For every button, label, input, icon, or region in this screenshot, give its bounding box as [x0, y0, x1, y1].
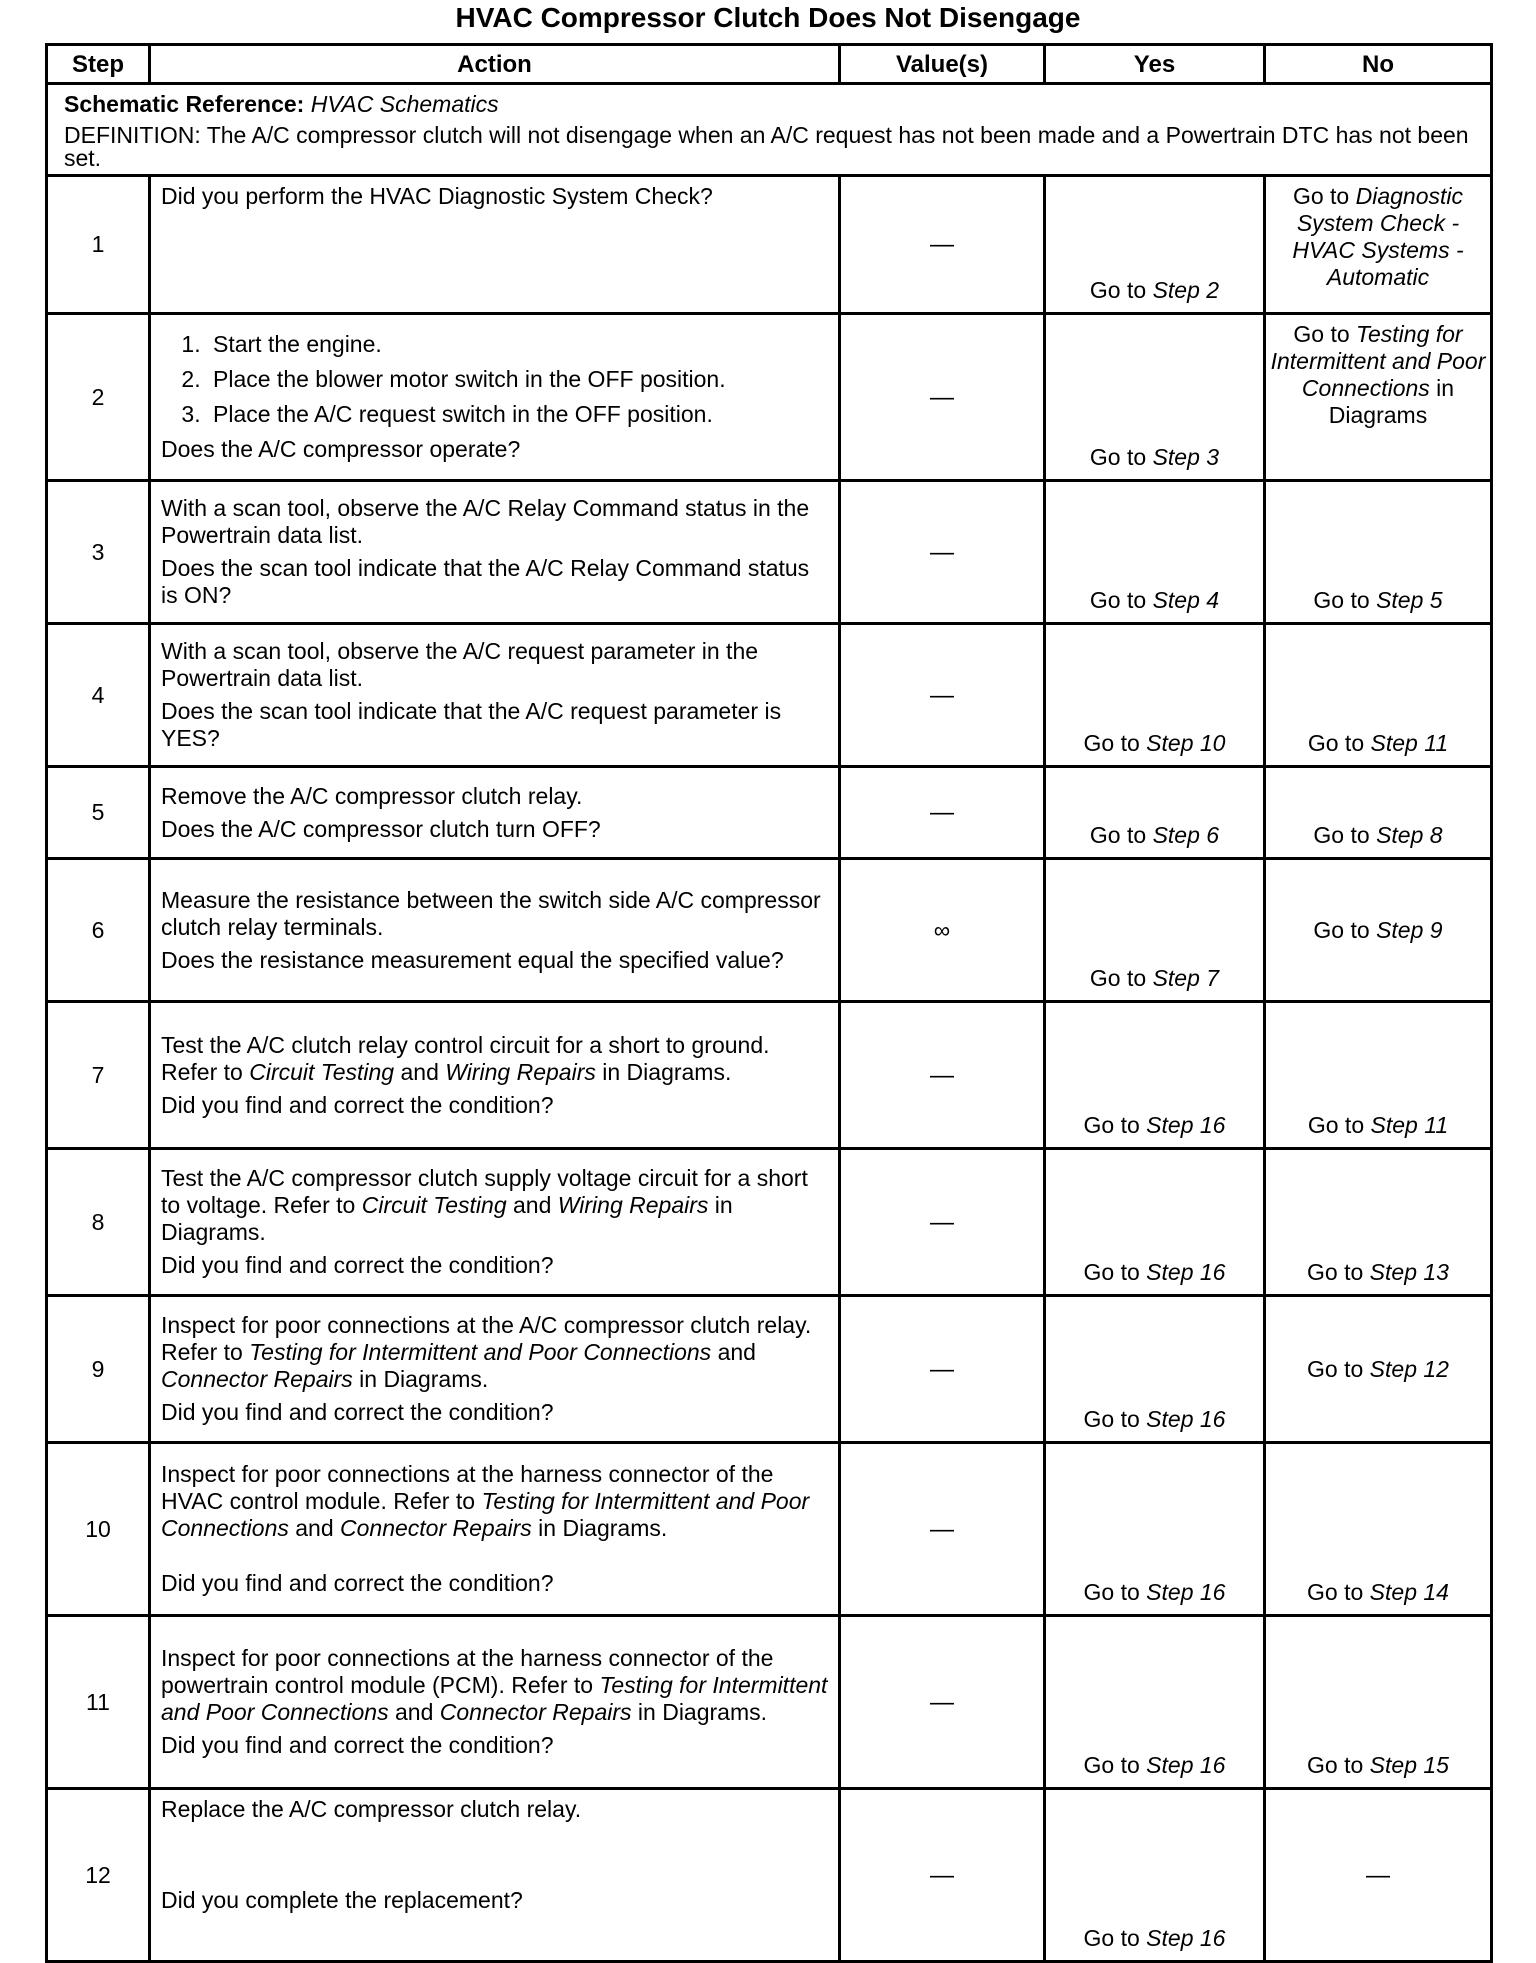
step-target: 12: [1423, 1355, 1449, 1382]
goto-text: Go to: [1307, 1579, 1364, 1605]
value-text: —: [930, 538, 954, 566]
step-number: 7: [47, 1002, 150, 1149]
step-number: 3: [47, 481, 150, 624]
reference-row: [47, 84, 1492, 176]
action-cell: [150, 1149, 840, 1296]
goto-text: Go to: [1307, 730, 1365, 756]
no-cell: [1265, 481, 1492, 624]
doc-link[interactable]: Connector Repairs: [161, 1366, 353, 1392]
step-target: 16: [1199, 1579, 1226, 1605]
yes-cell: [1045, 1296, 1265, 1443]
action-cell: [150, 481, 840, 624]
step-word: Step: [1152, 822, 1200, 848]
no-cell: [1265, 767, 1492, 859]
question-text: Did you find and correct the condition?: [161, 1091, 554, 1118]
question-text: Did you find and correct the condition?: [161, 1399, 554, 1425]
goto-text: Go to: [1313, 822, 1370, 848]
value-text: —: [930, 1861, 954, 1889]
goto-text: Go to: [1293, 321, 1350, 347]
value-text: —: [930, 1515, 954, 1543]
value-text: —: [930, 681, 954, 709]
doc-link[interactable]: Diagnostic System Check - HVAC Systems - Automatic: [1292, 183, 1464, 290]
step-number: 9: [47, 1296, 150, 1443]
schematic-label: Schematic Reference:: [64, 91, 305, 117]
action-text: Remove the A/C compressor clutch relay.: [161, 782, 583, 809]
doc-link[interactable]: Wiring Repairs: [445, 1058, 596, 1085]
value-cell: [840, 1443, 1045, 1616]
table-row: [47, 1789, 1492, 1962]
goto-text: Go to: [1083, 1579, 1140, 1605]
step-word: Step: [1152, 444, 1200, 470]
doc-link[interactable]: Testing for Intermittent and Poor Connections: [1270, 321, 1486, 401]
header-row: [47, 45, 1492, 84]
step-link[interactable]: [1153, 277, 1220, 303]
in-word: in: [1436, 375, 1455, 401]
step-word: Step: [1376, 822, 1424, 848]
goto-text: Go to: [1313, 916, 1370, 943]
goto-text: Go to: [1083, 1752, 1140, 1778]
step-word: Step: [1146, 1259, 1194, 1285]
goto-text: Go to: [1089, 444, 1147, 470]
list-item: 3. Place the A/C request switch in the OFF position.: [207, 401, 832, 428]
yes-cell: [1045, 1149, 1265, 1296]
table-row: [47, 1443, 1492, 1616]
yes-cell: [1045, 176, 1265, 314]
yes-cell: [1045, 1443, 1265, 1616]
step-link[interactable]: [1153, 965, 1220, 991]
step-target: 15: [1423, 1752, 1449, 1778]
procedure-list: [161, 331, 832, 428]
doc-link[interactable]: Connector Repairs: [340, 1515, 532, 1541]
no-cell: [1265, 176, 1492, 314]
step-word: Step: [1369, 1259, 1417, 1285]
yes-cell: [1045, 314, 1265, 481]
table-row: [47, 767, 1492, 859]
step-target: 5: [1429, 587, 1443, 613]
action-text: Inspect for poor connections at the harness connector of the powertrain control module (PCM). Refer to Testing for Intermittent and Poor Connections and Connector Repairs in Diagrams.: [161, 1645, 828, 1725]
yes-cell: [1045, 1789, 1265, 1962]
header-values: Value(s): [840, 45, 1045, 84]
step-word: Step: [1369, 1752, 1417, 1778]
step-word: Step: [1376, 587, 1424, 613]
goto-text: Go to: [1307, 1112, 1365, 1138]
goto-text: Go to: [1089, 965, 1147, 991]
action-cell: [150, 1443, 840, 1616]
value-cell: [840, 176, 1045, 314]
step-number: 2: [47, 314, 150, 481]
step-link[interactable]: [1146, 1579, 1225, 1605]
question-text: Did you complete the replacement?: [161, 1887, 523, 1913]
step-number: 5: [47, 767, 150, 859]
step-target: 13: [1423, 1259, 1449, 1285]
schematic-ref: HVAC Schematics: [310, 91, 499, 117]
header-yes: Yes: [1045, 45, 1265, 84]
action-cell: [150, 767, 840, 859]
value-text: —: [930, 383, 954, 411]
step-word: Step: [1146, 1752, 1194, 1778]
step-link[interactable]: [1376, 917, 1443, 943]
goto-text: Go to: [1089, 277, 1147, 303]
action-cell: [150, 1296, 840, 1443]
step-link[interactable]: [1370, 1752, 1449, 1778]
goto-text: Go to: [1089, 587, 1147, 613]
step-word: Step: [1376, 916, 1424, 943]
step-number: 11: [47, 1616, 150, 1789]
yes-cell: [1045, 1616, 1265, 1789]
step-number: 10: [47, 1443, 150, 1616]
step-target: 7: [1206, 965, 1220, 991]
step-word: Step: [1152, 965, 1200, 991]
table-row: [47, 176, 1492, 314]
action-cell: [150, 1002, 840, 1149]
header-step: Step: [47, 45, 150, 84]
step-number: 4: [47, 624, 150, 767]
no-cell: [1265, 859, 1492, 1002]
table-row: [47, 481, 1492, 624]
no-cell: [1265, 1149, 1492, 1296]
step-word: Step: [1152, 277, 1200, 303]
step-target: 16: [1199, 1112, 1226, 1138]
value-cell: [840, 314, 1045, 481]
step-link[interactable]: [1146, 1259, 1225, 1285]
step-number: 8: [47, 1149, 150, 1296]
action-cell: [150, 314, 840, 481]
yes-cell: [1045, 624, 1265, 767]
list-item: 1. Start the engine.: [207, 331, 832, 358]
no-cell: [1265, 1296, 1492, 1443]
step-target: 2: [1206, 277, 1220, 303]
step-link[interactable]: [1370, 1579, 1449, 1605]
action-text: Replace the A/C compressor clutch relay.: [161, 1796, 582, 1822]
action-text: Measure the resistance between the switch side A/C compressor clutch relay terminals.: [161, 886, 821, 940]
goto-text: Go to: [1083, 1406, 1140, 1432]
question-text: Does the scan tool indicate that the A/C request parameter is YES?: [161, 698, 782, 751]
doc-link[interactable]: Connector Repairs: [439, 1699, 632, 1725]
no-cell: [1265, 1443, 1492, 1616]
list-item: 2. Place the blower motor switch in the OFF position.: [207, 366, 832, 393]
goto-text: Go to: [1307, 1259, 1364, 1285]
no-cell: [1265, 1789, 1492, 1962]
action-cell: [150, 1789, 840, 1962]
table-row: [47, 314, 1492, 481]
step-link[interactable]: [1376, 822, 1443, 848]
question-text: Did you find and correct the condition?: [161, 1570, 554, 1596]
step-target: 11: [1424, 1112, 1449, 1138]
question-text: Does the resistance measurement equal the specified value?: [161, 946, 784, 973]
step-target: 16: [1199, 1925, 1226, 1951]
table-row: [47, 1002, 1492, 1149]
step-link[interactable]: [1146, 730, 1225, 756]
value-cell: [840, 859, 1045, 1002]
step-target: 8: [1429, 822, 1443, 848]
yes-cell: [1045, 859, 1265, 1002]
goto-text: Go to: [1083, 730, 1140, 756]
step-word: Step: [1146, 730, 1194, 756]
step-target: 11: [1424, 730, 1449, 756]
goto-text: Go to: [1083, 1925, 1140, 1951]
table-row: [47, 1296, 1492, 1443]
yes-cell: [1045, 481, 1265, 624]
step-target: 6: [1206, 822, 1220, 848]
step-link[interactable]: [1376, 587, 1443, 613]
step-link[interactable]: [1370, 1259, 1449, 1285]
action-cell: [150, 176, 840, 314]
value-text: —: [1366, 1861, 1390, 1889]
step-link[interactable]: [1370, 1356, 1449, 1382]
table-row: [47, 1149, 1492, 1296]
goto-text: Go to: [1313, 587, 1370, 613]
action-text: Did you perform the HVAC Diagnostic System Check?: [161, 183, 713, 209]
step-link[interactable]: [1146, 1752, 1225, 1778]
step-link[interactable]: [1371, 1112, 1449, 1138]
goto-text: Go to: [1307, 1752, 1364, 1778]
step-number: 6: [47, 859, 150, 1002]
step-link[interactable]: [1146, 1112, 1225, 1138]
goto-text: Go to: [1083, 1259, 1140, 1285]
step-target: 16: [1199, 1259, 1226, 1285]
action-cell: [150, 859, 840, 1002]
table-row: [47, 1616, 1492, 1789]
action-text: Inspect for poor connections at the A/C compressor clutch relay. Refer to Testing for Intermittent and Poor Connections and Connector Repairs in Diagrams.: [161, 1312, 812, 1392]
value-cell: [840, 1789, 1045, 1962]
value-cell: [840, 624, 1045, 767]
diagnostic-table: [45, 43, 1493, 1963]
step-link[interactable]: [1146, 1925, 1225, 1951]
goto-text: Go to: [1292, 183, 1350, 209]
value-text: —: [930, 231, 954, 258]
action-cell: [150, 624, 840, 767]
step-number: 1: [47, 176, 150, 314]
step-word: Step: [1369, 1579, 1417, 1605]
step-target: 16: [1199, 1752, 1226, 1778]
question-text: Does the A/C compressor operate?: [161, 436, 521, 462]
value-cell: [840, 481, 1045, 624]
step-target: 4: [1206, 587, 1220, 613]
step-word: Step: [1370, 1112, 1418, 1138]
step-word: Step: [1146, 1406, 1194, 1432]
goto-text: Go to: [1083, 1112, 1140, 1138]
step-word: Step: [1369, 1355, 1417, 1382]
question-text: Did you find and correct the condition?: [161, 1252, 554, 1278]
action-cell: [150, 1616, 840, 1789]
doc-link[interactable]: Testing for Intermittent and Poor Connections: [161, 1672, 828, 1725]
action-text: Inspect for poor connections at the harness connector of the HVAC control module. Refer to Testing for Intermittent and Poor Connections and Connector Repairs in Diagrams.: [161, 1461, 810, 1541]
value-cell: [840, 1002, 1045, 1149]
step-word: Step: [1146, 1112, 1194, 1138]
yes-cell: [1045, 767, 1265, 859]
no-cell: [1265, 314, 1492, 481]
table-row: [47, 859, 1492, 1002]
step-link[interactable]: [1371, 730, 1449, 756]
step-link[interactable]: [1153, 444, 1220, 470]
question-text: Does the A/C compressor clutch turn OFF?: [161, 815, 601, 842]
no-cell: [1265, 1616, 1492, 1789]
value-cell: [840, 1296, 1045, 1443]
doc-link[interactable]: Wiring Repairs: [557, 1192, 709, 1218]
step-word: Step: [1146, 1925, 1194, 1951]
goto-text: Go to: [1089, 822, 1147, 848]
goto-text: Go to: [1307, 1355, 1364, 1382]
step-link[interactable]: [1153, 587, 1220, 613]
doc-link[interactable]: Testing for Intermittent and Poor Connections: [161, 1488, 810, 1541]
reference-cell: [47, 84, 1492, 176]
step-target: 16: [1199, 1406, 1226, 1432]
step-target: 10: [1199, 730, 1226, 756]
no-cell: [1265, 1002, 1492, 1149]
header-no: No: [1265, 45, 1492, 84]
action-text: With a scan tool, observe the A/C Relay Command status in the Powertrain data list.: [161, 495, 810, 548]
value-text: —: [930, 1355, 954, 1383]
doc-link[interactable]: Circuit Testing: [249, 1058, 395, 1085]
table-row: [47, 624, 1492, 767]
doc-link[interactable]: Circuit Testing: [361, 1192, 507, 1218]
action-text: With a scan tool, observe the A/C request parameter in the Powertrain data list.: [161, 638, 759, 691]
step-target: 3: [1206, 444, 1220, 470]
header-action: Action: [150, 45, 840, 84]
value-cell: [840, 767, 1045, 859]
step-word: Step: [1370, 730, 1418, 756]
infinity-value: ∞: [933, 916, 951, 943]
question-text: Does the scan tool indicate that the A/C Relay Command status is ON?: [161, 555, 810, 608]
action-text: Test the A/C clutch relay control circuit for a short to ground. Refer to Circuit Testing and Wiring Repairs in Diagrams.: [161, 1031, 770, 1085]
step-word: Step: [1152, 587, 1200, 613]
step-link[interactable]: [1146, 1406, 1225, 1432]
value-text: —: [930, 1061, 954, 1089]
value-text: —: [930, 1208, 954, 1236]
no-suffix: Diagrams: [1328, 402, 1428, 428]
question-text: Did you find and correct the condition?: [161, 1732, 554, 1758]
yes-cell: [1045, 1002, 1265, 1149]
value-text: —: [930, 1688, 954, 1716]
step-link[interactable]: [1153, 822, 1220, 848]
page-title: HVAC Compressor Clutch Does Not Disengage: [455, 2, 1081, 33]
value-cell: [840, 1616, 1045, 1789]
value-cell: [840, 1149, 1045, 1296]
step-word: Step: [1146, 1579, 1194, 1605]
step-target: 14: [1423, 1579, 1449, 1605]
definition-text: DEFINITION: The A/C compressor clutch will not disengage when an A/C request has not been made and a Powertrain DTC has not been set.: [64, 122, 1469, 171]
value-text: —: [930, 799, 954, 826]
step-number: 12: [47, 1789, 150, 1962]
no-cell: [1265, 624, 1492, 767]
step-target: 9: [1429, 916, 1443, 943]
action-text: Test the A/C compressor clutch supply voltage circuit for a short to voltage. Refer to Circuit Testing and Wiring Repairs in Diagrams.: [161, 1165, 808, 1245]
doc-link[interactable]: Testing for Intermittent and Poor Connections: [249, 1339, 712, 1365]
